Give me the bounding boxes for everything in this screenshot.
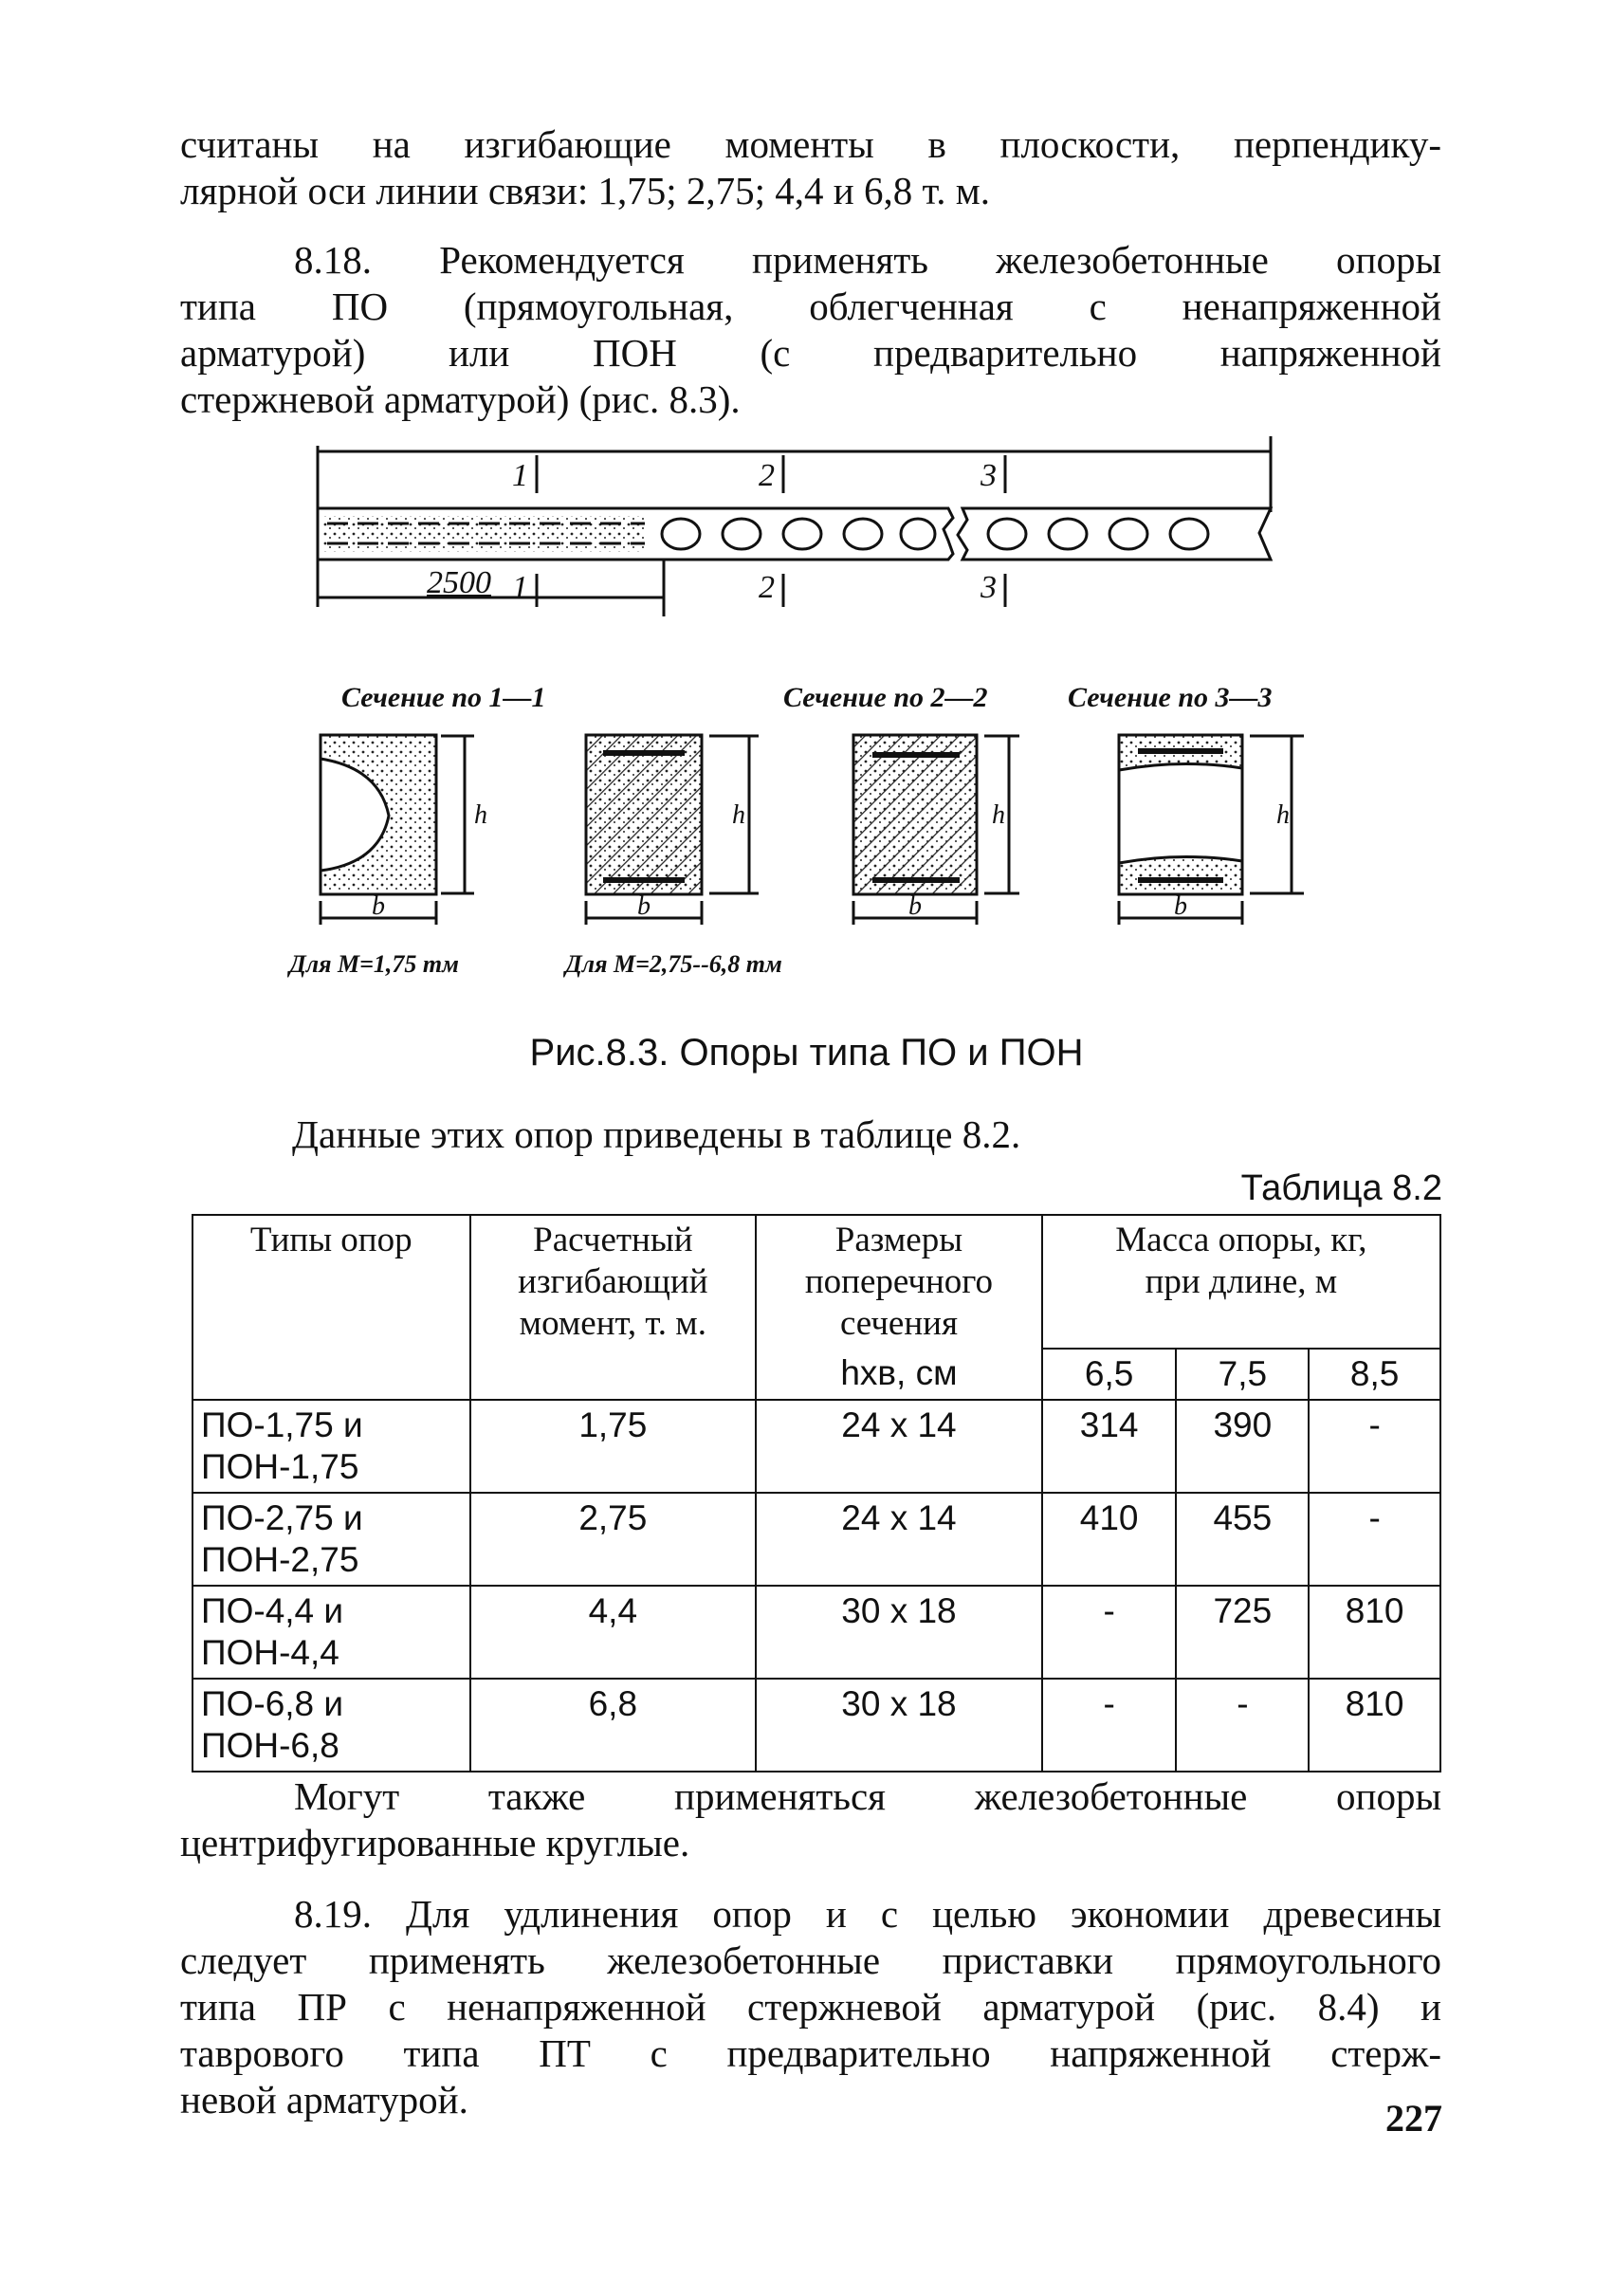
header-length: 7,5: [1176, 1349, 1309, 1400]
section-mark-label: 1: [512, 570, 528, 605]
header-size-unit: hxв, см: [756, 1349, 1042, 1400]
cell-moment: 2,75: [470, 1493, 757, 1586]
header-types: Типы опор: [192, 1215, 470, 1400]
cell-mass: 455: [1176, 1493, 1309, 1586]
text-line: 8.19. Для удлинения опор и с целью экономии древесины: [294, 1892, 1441, 1936]
section-mark-label: 3: [981, 458, 997, 493]
top-paragraph: [180, 121, 1441, 214]
header-size: Размеры поперечного сечения: [756, 1215, 1042, 1349]
cell-moment: 1,75: [470, 1400, 757, 1493]
header-moment: Расчетный изгибающий момент, т. м.: [470, 1215, 757, 1400]
section-title: Сечение по 1—1: [341, 682, 546, 713]
figure-note: Для М=1,75 тм: [289, 950, 459, 978]
table-row: [192, 1493, 1440, 1586]
dim-b-label: b: [908, 891, 922, 921]
text-line: лярной оси линии связи: 1,75; 2,75; 4,4 и 6,8 т. м.: [180, 169, 990, 212]
cell-size: 24 x 14: [756, 1493, 1042, 1586]
text-line: невой арматурой.: [180, 2078, 468, 2122]
cell-mass: -: [1309, 1400, 1440, 1493]
text-line: таврового типа ПТ с предварительно напряженной стерж-: [180, 2031, 1441, 2075]
header-length: 8,5: [1309, 1349, 1440, 1400]
cell-mass: 810: [1309, 1679, 1440, 1772]
dim-h-label: h: [732, 800, 745, 830]
cell-mass: -: [1176, 1679, 1309, 1772]
cell-size: 30 x 18: [756, 1586, 1042, 1679]
cell-type: ПО-1,75 и ПОН-1,75: [192, 1400, 470, 1493]
cell-mass: 810: [1309, 1586, 1440, 1679]
table-row: [192, 1400, 1440, 1493]
text-line: арматурой) или ПОН (с предварительно напряженной: [180, 331, 1441, 375]
text-line: следует применять железобетонные приставки прямоугольного: [180, 1938, 1441, 1982]
section-title: Сечение по 3—3: [1068, 682, 1273, 713]
dim-b-label: b: [372, 891, 385, 921]
cell-size: 24 x 14: [756, 1400, 1042, 1493]
dim-h-label: h: [992, 800, 1005, 830]
cell-moment: 4,4: [470, 1586, 757, 1679]
text-line: Данные этих опор приведены в таблице 8.2.: [292, 1112, 1021, 1156]
after-table-paragraph: [180, 1773, 1441, 1866]
dim-h-label: h: [1276, 800, 1290, 830]
cross-section-2-2-b: [853, 735, 1019, 925]
cell-type: ПО-4,4 и ПОН-4,4: [192, 1586, 470, 1679]
text-line: стержневой арматурой) (рис. 8.3).: [180, 377, 741, 421]
section-8-18: [180, 237, 1441, 423]
cell-mass: 410: [1042, 1493, 1177, 1586]
cross-section-1-1: [321, 735, 474, 925]
cell-mass: -: [1042, 1586, 1177, 1679]
void-holes: [662, 519, 1208, 549]
cell-mass: 390: [1176, 1400, 1309, 1493]
section-title: Сечение по 2—2: [783, 682, 988, 713]
dim-b-label: b: [637, 891, 651, 921]
cross-section-2-2-a: [586, 735, 759, 925]
cell-size: 30 x 18: [756, 1679, 1042, 1772]
text-line: Могут также применяться железобетонные опоры: [294, 1774, 1441, 1818]
figure-caption: Рис.8.3. Опоры типа ПО и ПОН: [529, 1032, 1084, 1074]
figure-note: Для М=2,75--6,8 тм: [565, 950, 782, 978]
cross-section-3-3: [1119, 735, 1304, 925]
header-mass: Масса опоры, кг, при длине, м: [1042, 1215, 1440, 1349]
cell-mass: -: [1309, 1493, 1440, 1586]
dim-h-label: h: [474, 800, 487, 830]
data-table: [192, 1214, 1441, 1773]
cell-type: ПО-6,8 и ПОН-6,8: [192, 1679, 470, 1772]
text-line: центрифугированные круглые.: [180, 1821, 690, 1864]
dimension-label: 2500: [427, 565, 491, 600]
cell-mass: 725: [1176, 1586, 1309, 1679]
table-header-row: [192, 1215, 1440, 1349]
figure-8-3: [0, 417, 1613, 1005]
cell-mass: -: [1042, 1679, 1177, 1772]
table-title: Таблица 8.2: [1240, 1168, 1442, 1208]
section-mark-label: 1: [512, 458, 528, 493]
text-line: 8.18. Рекомендуется применять железобетонные опоры: [294, 238, 1441, 282]
table-row: [192, 1679, 1440, 1772]
page-number: 227: [1385, 2097, 1442, 2140]
text-line: считаны на изгибающие моменты в плоскости, перпендику-: [180, 122, 1441, 166]
table-intro: [292, 1111, 1240, 1158]
dim-b-label: b: [1174, 891, 1187, 921]
section-mark-label: 3: [981, 570, 997, 605]
cell-mass: 314: [1042, 1400, 1177, 1493]
table-row: [192, 1586, 1440, 1679]
header-length: 6,5: [1042, 1349, 1177, 1400]
text-line: типа ПР с ненапряженной стержневой арматурой (рис. 8.4) и: [180, 1985, 1441, 2029]
cell-moment: 6,8: [470, 1679, 757, 1772]
section-8-19: [180, 1891, 1441, 2123]
cell-type: ПО-2,75 и ПОН-2,75: [192, 1493, 470, 1586]
text-line: типа ПО (прямоугольная, облегченная с ненапряженной: [180, 285, 1441, 328]
section-mark-label: 2: [759, 458, 775, 493]
section-mark-label: 2: [759, 570, 775, 605]
